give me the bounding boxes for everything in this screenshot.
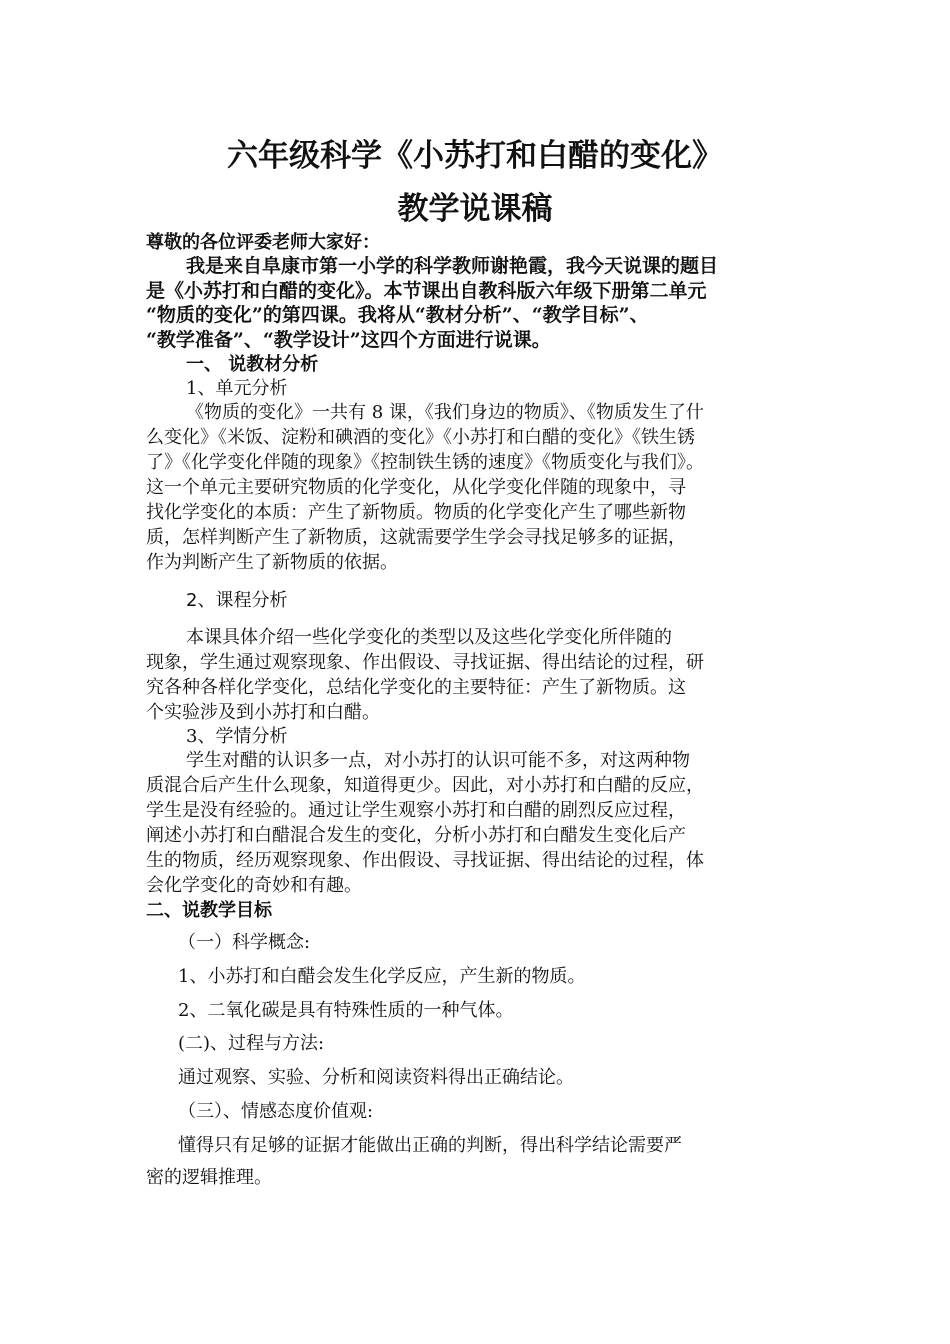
paragraph-line: 找化学变化的本质：产生了新物质。物质的化学变化产生了哪些新物 — [146, 502, 686, 523]
paragraph-line: 阐述小苏打和白醋混合发生的变化，分析小苏打和白醋发生变化后产 — [146, 825, 686, 846]
subsection-heading: 3、学情分析 — [186, 726, 288, 747]
concept-item: 2、二氧化碳是具有特殊性质的一种气体。 — [178, 1000, 514, 1021]
paragraph-line: 个实验涉及到小苏打和白醋。 — [146, 702, 380, 723]
subsection-heading: 2、课程分析 — [186, 590, 288, 611]
section1-heading: 一、 说教材分析 — [186, 354, 319, 375]
paragraph-line: 质，怎样判断产生了新物质，这就需要学生学会寻找足够多的证据， — [146, 527, 686, 548]
paragraph-line: 质混合后产生什么现象，知道得更少。因此，对小苏打和白醋的反应， — [146, 775, 704, 796]
process-heading: (二)、过程与方法: — [178, 1033, 325, 1054]
paragraph-line: 生的物质，经历观察现象、作出假设、寻找证据、得出结论的过程，体 — [146, 850, 704, 871]
paragraph-line: 学生对醋的认识多一点，对小苏打的认识可能不多，对这两种物 — [186, 750, 690, 771]
greeting: 尊敬的各位评委老师大家好： — [146, 232, 380, 253]
concept-heading: （一）科学概念: — [178, 932, 311, 953]
paragraph-line: 了》《化学变化伴随的现象》《控制铁生锈的速度》《物质变化与我们》。 — [146, 452, 704, 473]
paragraph-line: 作为判断产生了新物质的依据。 — [146, 552, 398, 573]
emotion-line: 懂得只有足够的证据才能做出正确的判断，得出科学结论需要严 — [178, 1135, 682, 1156]
paragraph-line: 学生是没有经验的。通过让学生观察小苏打和白醋的剧烈反应过程， — [146, 800, 686, 821]
document-title-line1: 六年级科学《小苏打和白醋的变化》 — [227, 138, 723, 174]
paragraph-line: 么变化》《米饭、淀粉和碘酒的变化》《小苏打和白醋的变化》《铁生锈 — [146, 427, 695, 448]
intro-line: 是《小苏打和白醋的变化》。本节课出自教科版六年级下册第二单元 — [146, 280, 707, 302]
emotion-heading: （三）、情感态度价值观: — [178, 1101, 374, 1122]
paragraph-line: 会化学变化的奇妙和有趣。 — [146, 875, 362, 896]
paragraph-line: 究各种各样化学变化，总结化学变化的主要特征：产生了新物质。这 — [146, 677, 686, 698]
document-title-line2: 教学说课稿 — [397, 191, 553, 227]
intro-line: “物质的变化”的第四课。我将从“教材分析”、“教学目标”、 — [146, 304, 649, 326]
paragraph-line: 现象，学生通过观察现象、作出假设、寻找证据、得出结论的过程，研 — [146, 652, 704, 673]
subsection-heading: 1、单元分析 — [186, 378, 288, 399]
process-text: 通过观察、实验、分析和阅读资料得出正确结论。 — [178, 1067, 574, 1088]
intro-line: 我是来自阜康市第一小学的科学教师谢艳霞，我今天说课的题目 — [186, 255, 719, 277]
section2-heading: 二、说教学目标 — [146, 900, 272, 921]
concept-item: 1、小苏打和白醋会发生化学反应，产生新的物质。 — [178, 966, 586, 987]
intro-line: “教学准备”、“教学设计”这四个方面进行说课。 — [146, 329, 551, 351]
paragraph-line: 这一个单元主要研究物质的化学变化，从化学变化伴随的现象中，寻 — [146, 477, 686, 498]
paragraph-line: 《物质的变化》一共有 8 课，《我们身边的物质》、《物质发生了什 — [186, 402, 704, 423]
paragraph-line: 本课具体介绍一些化学变化的类型以及这些化学变化所伴随的 — [186, 627, 672, 648]
emotion-line: 密的逻辑推理。 — [146, 1167, 272, 1188]
